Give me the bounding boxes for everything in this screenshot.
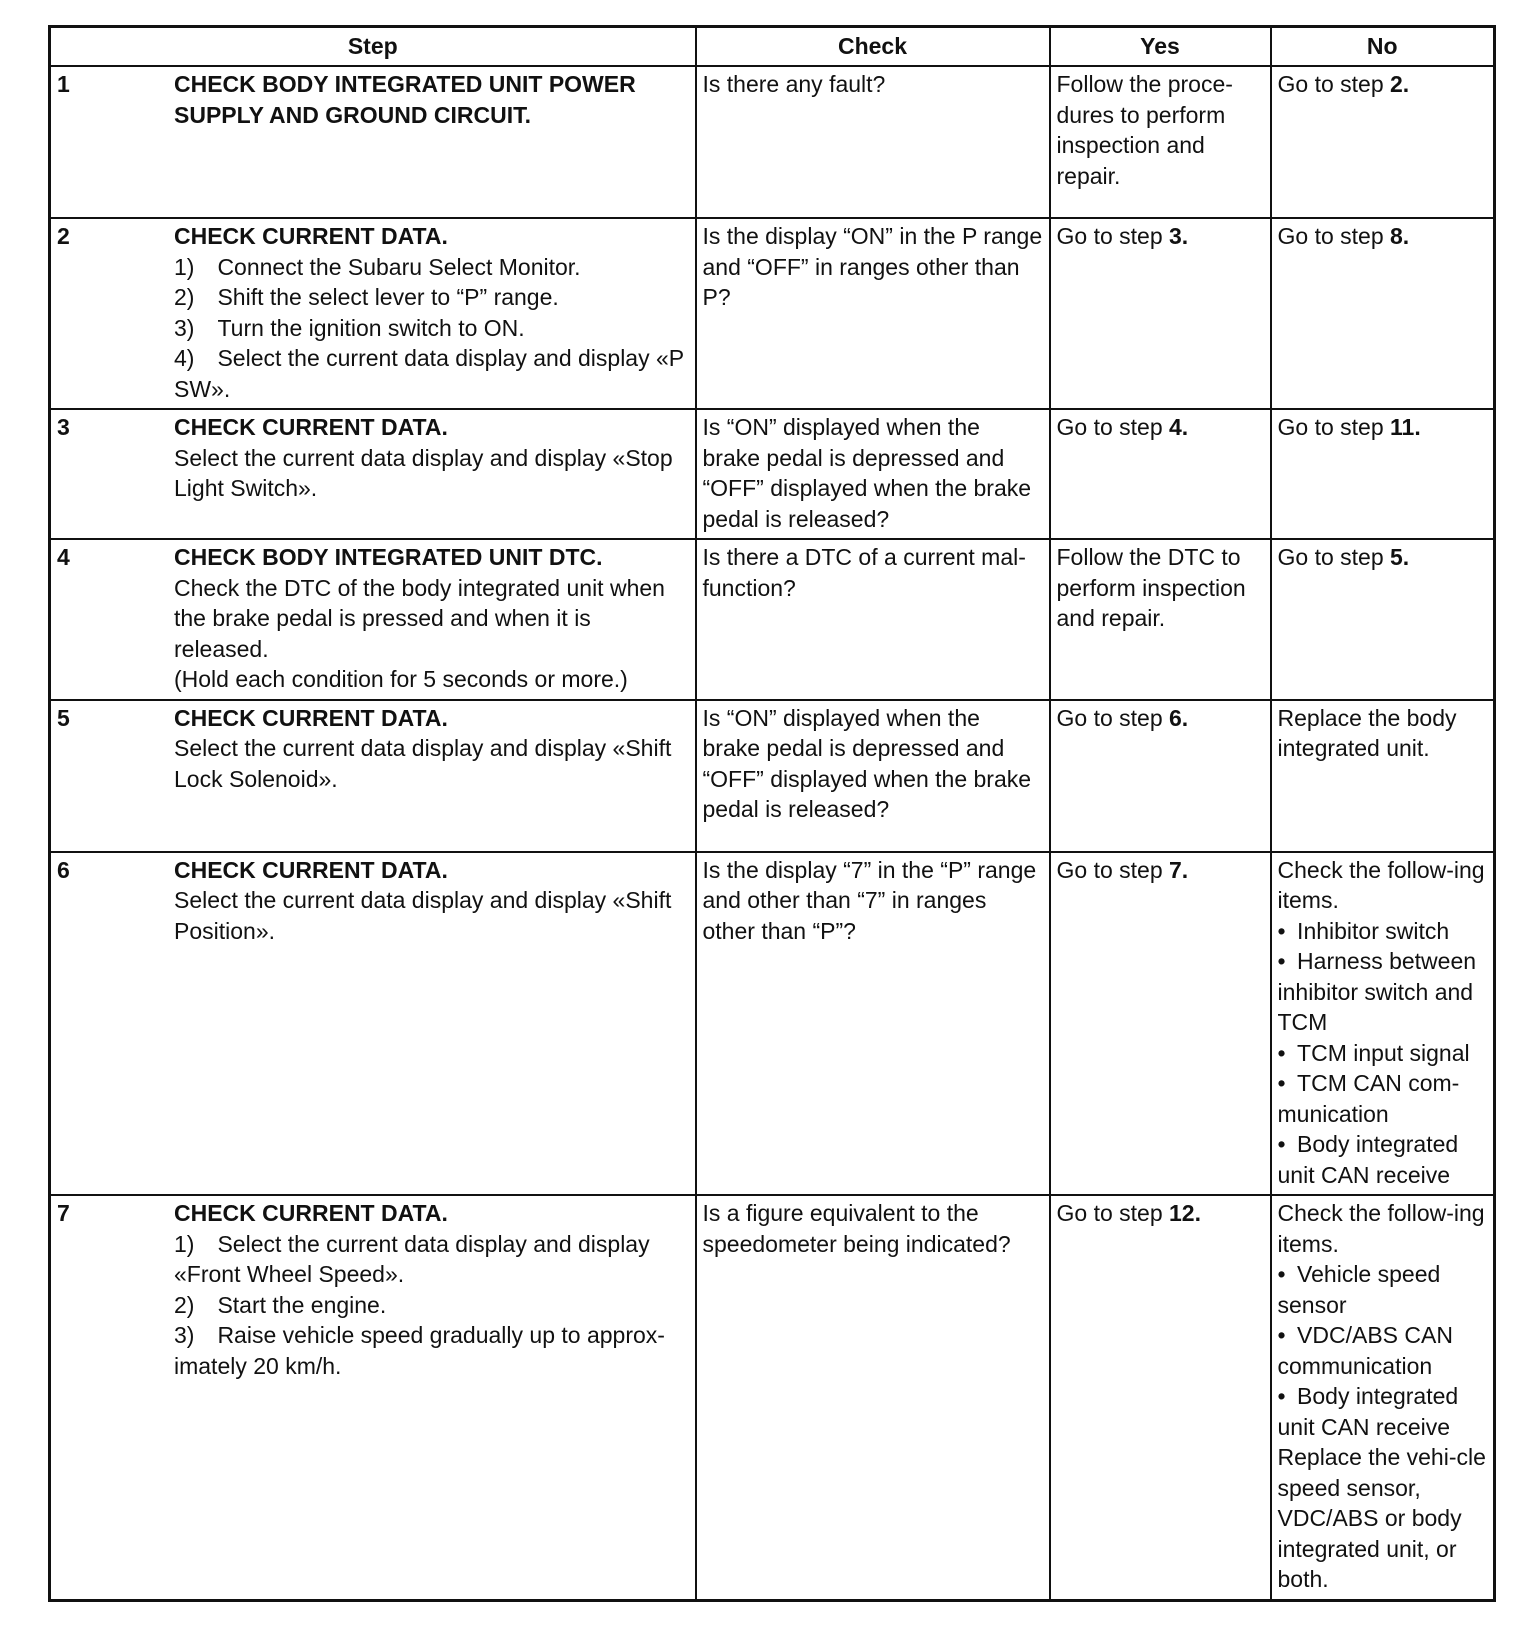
table-row bbox=[50, 700, 1495, 852]
no-list-item: • Harness between inhibitor switch and TCM bbox=[1277, 948, 1477, 1035]
step-body bbox=[174, 542, 689, 695]
no-cell bbox=[1271, 409, 1495, 539]
step-instruction: 1) Select the current data display and display «Front Wheel Speed». bbox=[174, 1230, 650, 1287]
header-check: Check bbox=[696, 27, 1050, 67]
no-cell bbox=[1271, 852, 1495, 1196]
no-text: Go to step bbox=[1277, 71, 1391, 97]
yes-step-ref: 7. bbox=[1169, 856, 1189, 883]
step-instruction: 3) Turn the ignition switch to ON. bbox=[174, 314, 525, 341]
no-cell bbox=[1271, 66, 1495, 218]
yes-cell bbox=[1050, 66, 1271, 218]
step-number: 1 bbox=[57, 71, 70, 97]
table-row bbox=[50, 852, 1495, 1196]
step-instruction: Select the current data display and display «Shift Position». bbox=[174, 887, 672, 944]
no-step-ref: 11. bbox=[1390, 414, 1421, 440]
no-text: Go to step bbox=[1277, 414, 1391, 440]
no-list-item: • Body integrated unit CAN receive bbox=[1277, 1131, 1459, 1188]
step-title: CHECK CURRENT DATA. bbox=[174, 856, 448, 883]
no-list-item: • Vehicle speed sensor bbox=[1277, 1261, 1441, 1318]
no-text: Go to step bbox=[1277, 544, 1391, 570]
diagnostic-table bbox=[48, 25, 1496, 1602]
step-body bbox=[174, 855, 689, 947]
step-body bbox=[174, 703, 689, 795]
step-cell bbox=[50, 852, 696, 1196]
step-title: CHECK BODY INTEGRATED UNIT DTC. bbox=[174, 544, 603, 570]
no-list-item: • Body integrated unit CAN receive bbox=[1277, 1383, 1459, 1440]
step-cell bbox=[50, 409, 696, 539]
table-body bbox=[50, 66, 1495, 1600]
header-row bbox=[50, 27, 1495, 67]
step-title: CHECK CURRENT DATA. bbox=[174, 1200, 448, 1226]
no-text: Go to step bbox=[1277, 223, 1391, 249]
yes-cell bbox=[1050, 539, 1271, 700]
no-cell bbox=[1271, 1195, 1495, 1600]
no-step-ref: 8. bbox=[1390, 223, 1410, 249]
step-title: CHECK CURRENT DATA. bbox=[174, 414, 448, 440]
step-number: 2 bbox=[57, 223, 70, 249]
header-no: No bbox=[1271, 27, 1495, 67]
no-cell bbox=[1271, 700, 1495, 852]
step-body bbox=[174, 1198, 689, 1381]
yes-text: Go to step bbox=[1056, 414, 1170, 440]
step-instruction: Select the current data display and display «Stop Light Switch». bbox=[174, 444, 673, 501]
step-instruction: Select the current data display and display «Shift Lock Solenoid». bbox=[174, 735, 672, 792]
check-cell: Is the display “7” in the “P” range and other than “7” in ranges other than “P”? bbox=[696, 852, 1050, 1196]
step-cell bbox=[50, 218, 696, 409]
yes-text: Follow the proce-dures to perform inspection and repair. bbox=[1056, 71, 1233, 189]
no-cell bbox=[1271, 539, 1495, 700]
no-list-item: • TCM CAN com-munication bbox=[1277, 1070, 1460, 1127]
no-text: Check the follow-ing items. bbox=[1277, 856, 1485, 913]
no-text: Replace the body integrated unit. bbox=[1277, 704, 1457, 761]
yes-cell bbox=[1050, 1195, 1271, 1600]
header-yes: Yes bbox=[1050, 27, 1271, 67]
no-list-item: Replace the vehi-cle speed sensor, VDC/ABS or body integrated unit, or both. bbox=[1277, 1444, 1486, 1592]
yes-text: Go to step bbox=[1056, 223, 1170, 249]
step-cell bbox=[50, 66, 696, 218]
yes-step-ref: 12. bbox=[1169, 1200, 1201, 1226]
check-cell: Is there a DTC of a current mal-function? bbox=[696, 539, 1050, 700]
table-row bbox=[50, 66, 1495, 218]
yes-step-ref: 4. bbox=[1169, 414, 1189, 440]
step-title: CHECK BODY INTEGRATED UNIT POWER SUPPLY AND GROUND CIRCUIT. bbox=[174, 71, 636, 128]
header-step: Step bbox=[50, 27, 696, 67]
step-number: 7 bbox=[57, 1200, 70, 1226]
step-cell bbox=[50, 700, 696, 852]
step-cell bbox=[50, 1195, 696, 1600]
no-list-item: • TCM input signal bbox=[1277, 1039, 1470, 1066]
step-instruction: 4) Select the current data display and display «P SW». bbox=[174, 345, 684, 402]
step-instruction: 2) Shift the select lever to “P” range. bbox=[174, 284, 559, 310]
table-row bbox=[50, 539, 1495, 700]
yes-cell bbox=[1050, 218, 1271, 409]
check-cell: Is “ON” displayed when the brake pedal is depressed and “OFF” displayed when the brake pedal is released? bbox=[696, 409, 1050, 539]
table-row bbox=[50, 409, 1495, 539]
yes-text: Go to step bbox=[1056, 704, 1170, 731]
step-number: 4 bbox=[57, 544, 70, 570]
yes-cell bbox=[1050, 700, 1271, 852]
step-body bbox=[174, 69, 689, 130]
step-body bbox=[174, 412, 689, 504]
no-cell bbox=[1271, 218, 1495, 409]
yes-step-ref: 3. bbox=[1169, 223, 1189, 249]
no-step-ref: 2. bbox=[1390, 71, 1410, 97]
yes-cell bbox=[1050, 852, 1271, 1196]
table-row bbox=[50, 1195, 1495, 1600]
step-instruction: (Hold each condition for 5 seconds or more.) bbox=[174, 666, 628, 692]
yes-cell bbox=[1050, 409, 1271, 539]
no-step-ref: 5. bbox=[1390, 544, 1410, 570]
check-cell: Is there any fault? bbox=[696, 66, 1050, 218]
check-cell: Is “ON” displayed when the brake pedal is depressed and “OFF” displayed when the brake pedal is released? bbox=[696, 700, 1050, 852]
step-instruction: 2) Start the engine. bbox=[174, 1291, 387, 1318]
check-cell: Is a figure equivalent to the speedometer being indicated? bbox=[696, 1195, 1050, 1600]
step-title: CHECK CURRENT DATA. bbox=[174, 223, 448, 249]
no-list-item: • VDC/ABS CAN communication bbox=[1277, 1322, 1453, 1379]
check-cell: Is the display “ON” in the P range and “OFF” in ranges other than P? bbox=[696, 218, 1050, 409]
step-number: 6 bbox=[57, 856, 70, 883]
table-row bbox=[50, 218, 1495, 409]
step-number: 5 bbox=[57, 704, 70, 731]
step-body bbox=[174, 221, 689, 404]
step-instruction: Check the DTC of the body integrated unit when the brake pedal is pressed and when it is released. bbox=[174, 574, 665, 662]
step-number: 3 bbox=[57, 414, 70, 440]
no-text: Check the follow-ing items. bbox=[1277, 1200, 1485, 1257]
yes-step-ref: 6. bbox=[1169, 704, 1189, 731]
step-instruction: 3) Raise vehicle speed gradually up to approx-imately 20 km/h. bbox=[174, 1322, 665, 1379]
yes-text: Follow the DTC to perform inspection and repair. bbox=[1056, 544, 1246, 631]
yes-text: Go to step bbox=[1056, 856, 1170, 883]
no-list-item: • Inhibitor switch bbox=[1277, 917, 1450, 944]
yes-text: Go to step bbox=[1056, 1200, 1170, 1226]
step-title: CHECK CURRENT DATA. bbox=[174, 704, 448, 731]
step-cell bbox=[50, 539, 696, 700]
step-instruction: 1) Connect the Subaru Select Monitor. bbox=[174, 253, 581, 280]
